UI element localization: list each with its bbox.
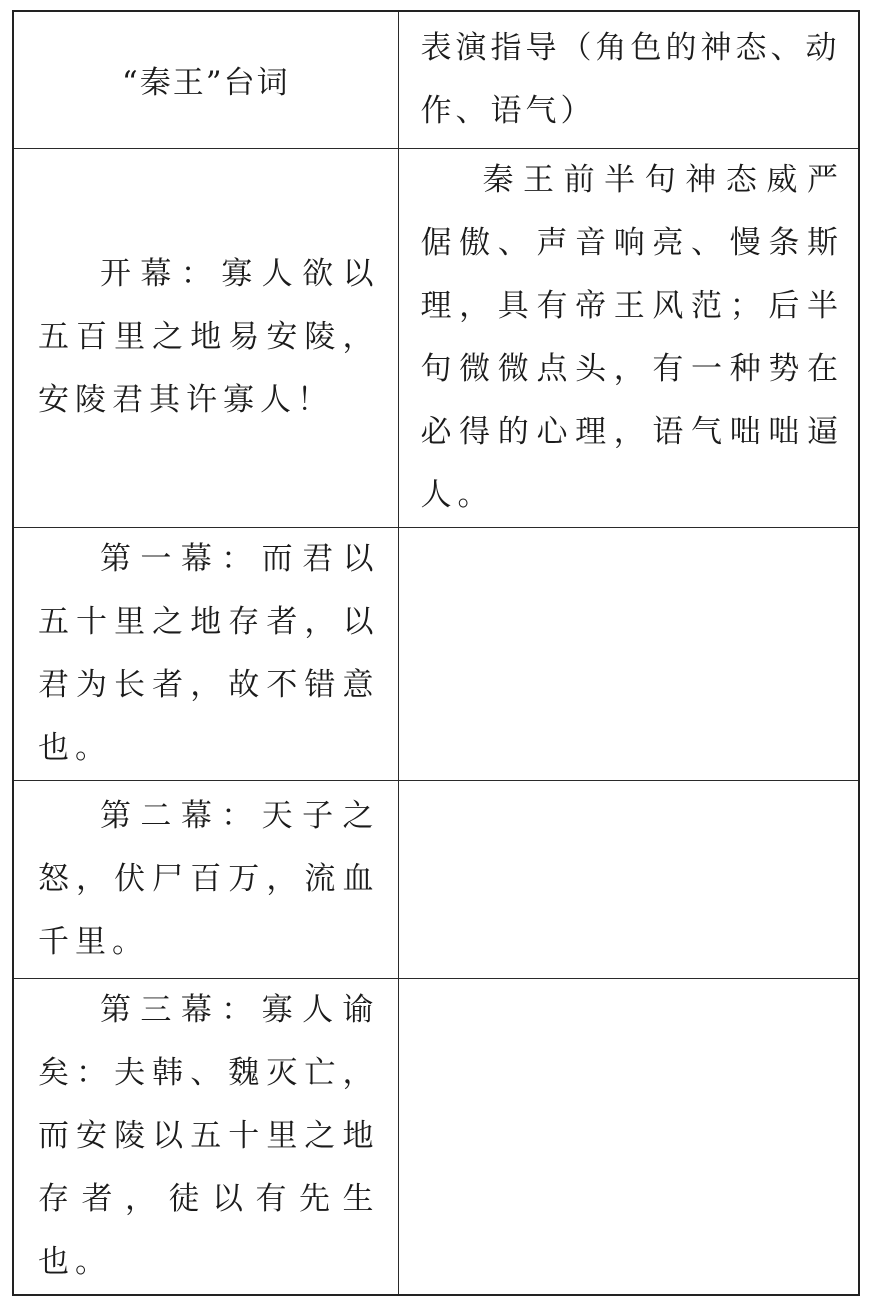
guide-cell: [398, 148, 859, 527]
line-text: 第二幕：天子之怒，伏尸百万，流血千里。: [38, 797, 380, 960]
header-line-cell: [13, 11, 398, 148]
line-text: 第一幕：而君以五十里之地存者，以君为长者，故不错意也。: [38, 540, 380, 766]
guide-answer-cell: [398, 527, 859, 780]
line-text: 开幕：寡人欲以五百里之地易安陵，安陵君其许寡人！: [38, 256, 380, 418]
line-text: 第三幕：寡人谕矣：夫韩、魏灭亡，而安陵以五十里之地存者，徒以有先生也。: [38, 991, 380, 1280]
guide-answer-cell: [398, 978, 859, 1295]
header-guide-label: 表演指导（角色的神态、动作、语气）: [420, 29, 841, 129]
header-guide-cell: [398, 11, 859, 148]
table-row: [13, 978, 859, 1295]
table-row: [13, 148, 859, 527]
guide-text: 秦王前半句神态威严倨傲、声音响亮、慢条斯理，具有帝王风范；后半句微微点头，有一种势在必得的心理，语气咄咄逼人。: [420, 161, 844, 513]
worksheet: [12, 10, 858, 1280]
table-row: [13, 527, 859, 780]
performance-guide-table: [12, 10, 860, 1296]
line-cell: [13, 527, 398, 780]
table-row: [13, 780, 859, 978]
line-cell: [13, 780, 398, 978]
header-line-label: “秦王”台词: [121, 65, 290, 102]
table-header-row: [13, 11, 859, 148]
line-cell: [13, 978, 398, 1295]
line-cell: [13, 148, 398, 527]
guide-answer-cell: [398, 780, 859, 978]
